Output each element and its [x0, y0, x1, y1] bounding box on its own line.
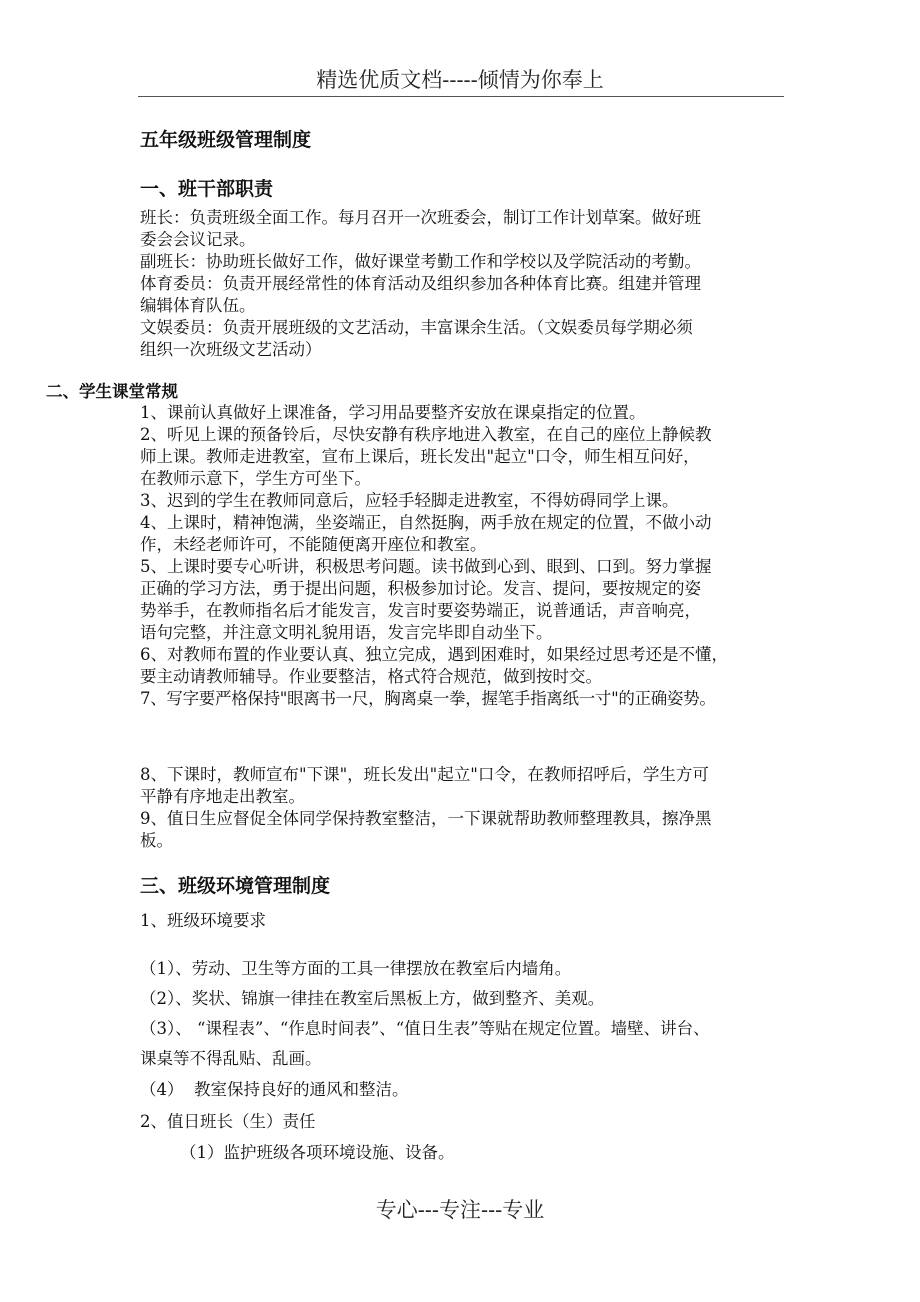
text-line: 9、值日生应督促全体同学保持教室整洁，一下课就帮助教师整理教具，擦净黑 — [140, 809, 712, 828]
text-line: 势举手，在教师指名后才能发言，发言时要姿势端正，说普通话，声音响亮， — [140, 601, 701, 620]
text-line: 8、下课时，教师宣布"下课"，班长发出"起立"口令，在教师招呼后，学生方可 — [140, 765, 709, 784]
text-line: 副班长：协助班长做好工作，做好课堂考勤工作和学校以及学院活动的考勤。 — [140, 252, 701, 271]
text-line: 7、写字要严格保持"眼离书一尺，胸离桌一拳，握笔手指离纸一寸"的正确姿势。 — [140, 689, 716, 708]
section-heading-1: 一、班干部职责 — [140, 178, 274, 200]
document-title: 五年级班级管理制度 — [140, 129, 312, 151]
text-line: 正确的学习方法，勇于提出问题，积极参加讨论。发言、提问，要按规定的姿 — [140, 579, 701, 598]
text-line: 组织一次班级文艺活动） — [140, 340, 322, 359]
header-rule — [138, 96, 784, 97]
text-line: 6、对教师布置的作业要认真、独立完成，遇到困难时，如果经过思考还是不懂， — [140, 645, 728, 664]
text-line: 要主动请教师辅导。作业要整洁，格式符合规范，做到按时交。 — [140, 667, 602, 686]
text-line: 作，未经老师许可，不能随便离开座位和教室。 — [140, 535, 487, 554]
list-item-continued: 课桌等不得乱贴、乱画。 — [140, 1049, 322, 1068]
section-2-body-continued — [140, 764, 712, 852]
text-line: 语句完整，并注意文明礼貌用语，发言完毕即自动坐下。 — [140, 623, 553, 642]
text-line: 文娱委员：负责开展班级的文艺活动，丰富课余生活。（文娱委员每学期必须 — [140, 318, 693, 337]
subsection-1-heading: 1、班级环境要求 — [140, 911, 266, 930]
text-line: 1、课前认真做好上课准备，学习用品要整齐安放在课桌指定的位置。 — [140, 403, 646, 422]
text-line: 4、上课时，精神饱满，坐姿端正，自然挺胸，两手放在规定的位置，不做小动 — [140, 513, 712, 532]
text-line: 委会会议记录。 — [140, 230, 256, 249]
list-item: （1）监护班级各项环境设施、设备。 — [180, 1143, 455, 1162]
list-item: （2）、奖状、锦旗一律挂在教室后黑板上方，做到整齐、美观。 — [140, 989, 605, 1008]
text-line: 板。 — [140, 831, 173, 850]
section-heading-2: 二、学生课堂常规 — [46, 382, 178, 401]
list-item: （1）、劳动、卫生等方面的工具一律摆放在教室后内墙角。 — [140, 959, 572, 978]
subsection-2-heading: 2、值日班长（生）责任 — [140, 1112, 316, 1131]
text-line: 师上课。教师走进教室，宣布上课后，班长发出"起立"口令，师生相互问好， — [140, 447, 700, 466]
section-2-body — [140, 402, 728, 710]
page-footer: 专心---专注---专业 — [375, 1198, 545, 1222]
section-heading-3: 三、班级环境管理制度 — [140, 875, 331, 897]
text-line: 班长：负责班级全面工作。每月召开一次班委会，制订工作计划草案。做好班 — [140, 208, 701, 227]
section-1-body — [140, 207, 701, 361]
list-item: （3）、 “课程表”、“作息时间表”、“值日生表”等贴在规定位置。墙壁、讲台、 — [140, 1019, 710, 1038]
text-line: 平静有序地走出教室。 — [140, 787, 305, 806]
text-line: 3、迟到的学生在教师同意后，应轻手轻脚走进教室，不得妨碍同学上课。 — [140, 491, 679, 510]
text-line: 编辑体育队伍。 — [140, 296, 256, 315]
text-line: 2、听见上课的预备铃后，尽快安静有秩序地进入教室，在自己的座位上静候教 — [140, 425, 712, 444]
text-line: 体育委员：负责开展经常性的体育活动及组织参加各种体育比赛。组建并管理 — [140, 274, 701, 293]
text-line: 在教师示意下，学生方可坐下。 — [140, 469, 371, 488]
list-item: （4） 教室保持良好的通风和整洁。 — [140, 1080, 409, 1099]
page-header: 精选优质文档-----倾情为你奉上 — [316, 68, 604, 92]
text-line: 5、上课时要专心听讲，积极思考问题。读书做到心到、眼到、口到。努力掌握 — [140, 557, 712, 576]
